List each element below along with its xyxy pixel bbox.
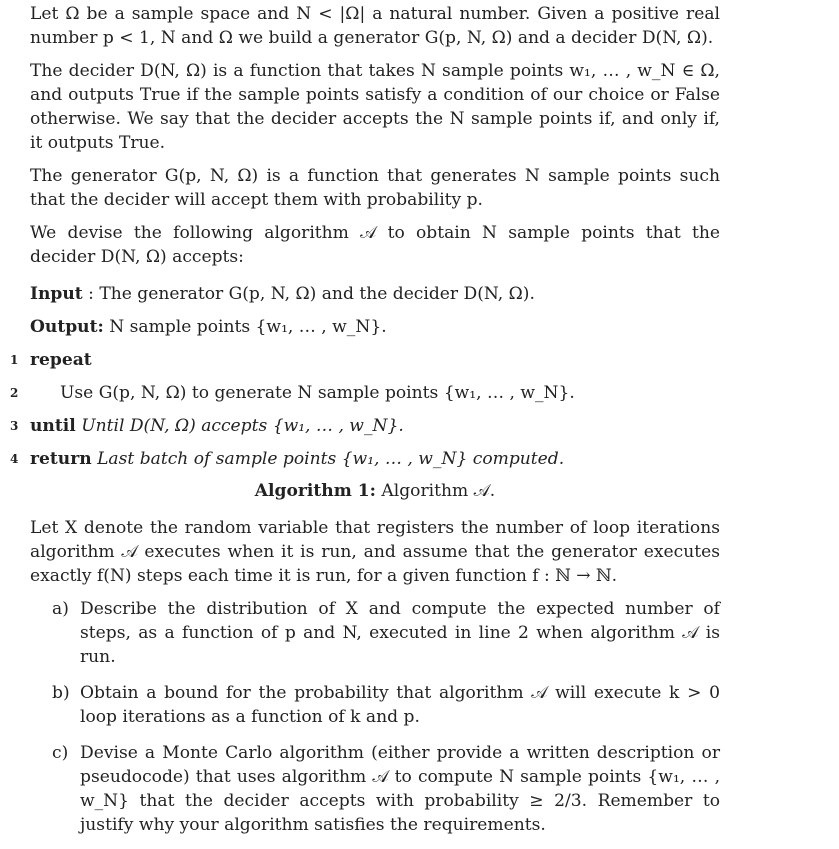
question-item: [52, 741, 720, 837]
algorithm-input: [30, 278, 720, 311]
algorithm-block: [10, 278, 720, 506]
algorithm-line: [10, 410, 720, 443]
line-number: 1: [10, 353, 19, 367]
keyword-return: return: [30, 449, 92, 469]
output-text: N sample points {w₁, … , w_N}.: [109, 317, 387, 337]
keyword-repeat: repeat: [30, 350, 92, 370]
caption-label: Algorithm 1:: [254, 481, 376, 501]
line-text: Last batch of sample points {w₁, … , w_N} computed.: [97, 449, 565, 469]
paragraph-generator: The generator G(p, N, Ω) is a function that generates N sample points such that the decider will accept them with probability p.: [30, 166, 720, 210]
algorithm-line: [10, 443, 720, 476]
question-text: Describe the distribution of X and compute the expected number of steps, as a function of p and N, executed in line 2 when algorithm 𝒜 is run.: [80, 599, 720, 667]
line-number: 4: [10, 452, 19, 466]
question-text: Obtain a bound for the probability that algorithm 𝒜 will execute k > 0 loop iterations as a function of k and p.: [80, 683, 720, 727]
document-page: [10, 0, 720, 849]
line-text: Use G(p, N, Ω) to generate N sample points {w₁, … , w_N}.: [60, 383, 575, 403]
line-number: 2: [10, 386, 19, 400]
algorithm-line: [10, 377, 720, 410]
caption-text: Algorithm 𝒜.: [381, 481, 496, 501]
algorithm-caption: [30, 476, 720, 506]
question-list: [30, 597, 720, 837]
paragraph-intro: Let Ω be a sample space and N < |Ω| a natural number. Given a positive real number p < 1, N and Ω we build a generator G(p, N, Ω) and a decider D(N, Ω).: [30, 4, 720, 48]
line-text: Until D(N, Ω) accepts {w₁, … , w_N}.: [81, 416, 404, 436]
question-label: c): [52, 743, 69, 763]
question-label: b): [52, 683, 70, 703]
algorithm-line: [10, 344, 720, 377]
line-number: 3: [10, 419, 19, 433]
paragraph-devise: We devise the following algorithm 𝒜 to obtain N sample points that the decider D(N, Ω) accepts:: [30, 223, 720, 267]
question-label: a): [52, 599, 69, 619]
question-item: [52, 597, 720, 669]
question-text: Devise a Monte Carlo algorithm (either provide a written description or pseudocode) that uses algorithm 𝒜 to compute N sample points {w₁, … , w_N} that the decider accepts with probability ≥ 2/3. Remember to justify why your algorithm satisfies the requirements.: [80, 743, 720, 835]
keyword-until: until: [30, 416, 76, 436]
input-label: Input: [30, 284, 83, 304]
algorithm-output: [30, 311, 720, 344]
paragraph-decider: The decider D(N, Ω) is a function that takes N sample points w₁, … , w_N ∈ Ω, and outputs True if the sample points satisfy a condition of our choice or False otherwise. We say that the decider accepts the N sample points if, and only if, it outputs True.: [30, 61, 720, 153]
input-text: : The generator G(p, N, Ω) and the decider D(N, Ω).: [88, 284, 535, 304]
question-item: [52, 681, 720, 729]
paragraph-random-variable: Let X denote the random variable that registers the number of loop iterations algorithm 𝒜 executes when it is run, and assume that the generator executes exactly f(N) steps each time it is run, for a given function f : ℕ → ℕ.: [30, 518, 720, 586]
output-label: Output:: [30, 317, 104, 337]
